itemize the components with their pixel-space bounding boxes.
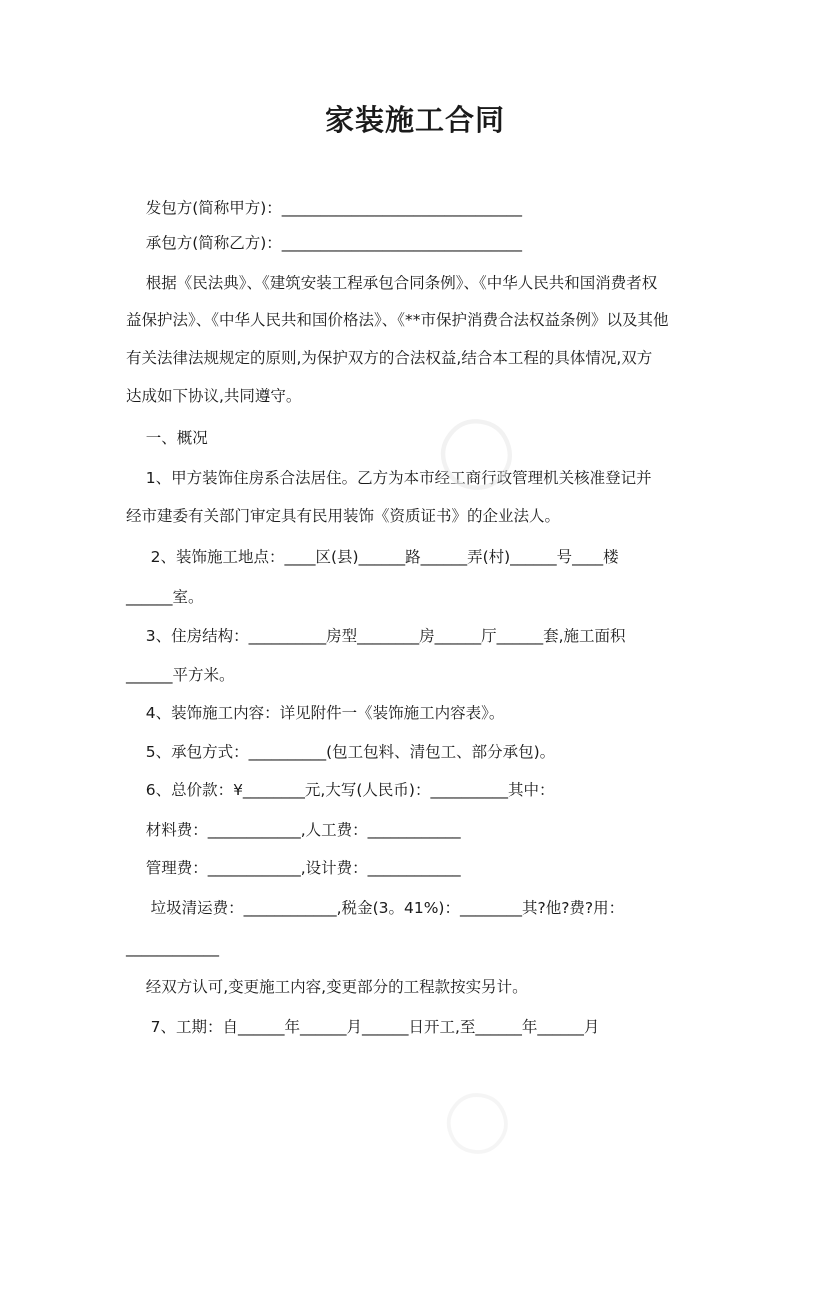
clause-2-line-2: ______室。 [126, 588, 204, 606]
preamble-line-4: 达成如下协议,共同遵守。 [126, 387, 302, 405]
clause-2-line-1: 2、装饰施工地点：____区(县)______路______弄(村)______号____楼 [126, 548, 619, 566]
party-a-line: 发包方(简称甲方)：_______________________________ [126, 199, 523, 217]
clause-6-line: 6、总价款：¥________元,大写(人民币)：__________其中： [126, 781, 555, 799]
preamble-line-1: 根据《民法典》、《建筑安装工程承包合同条例》、《中华人民共和国消费者权 [126, 274, 658, 292]
clause-3-line-1: 3、住房结构：__________房型________房______厅______套,施工面积 [126, 627, 626, 645]
clause-7-line: 7、工期：自______年______月______日开工,至______年______月 [126, 1018, 600, 1036]
management-fee-line: 管理费：____________,设计费：____________ [126, 859, 461, 877]
clause-1-line-2: 经市建委有关部门审定具有民用装饰《资质证书》的企业法人。 [126, 507, 561, 525]
waste-fee-line-1: 垃圾清运费：____________,税金(3。41%)：________其?他?费?用： [126, 899, 625, 917]
document-title: 家装施工合同 [324, 103, 505, 137]
preamble-line-2: 益保护法》、《中华人民共和国价格法》、《**市保护消费合法权益条例》以及其他 [126, 311, 669, 329]
watermark: ◯ [423, 393, 537, 507]
watermark-bottom: ◯ [431, 1071, 529, 1169]
material-fee-line: 材料费：____________,人工费：____________ [126, 821, 461, 839]
clause-1-line-1: 1、甲方装饰住房系合法居住。乙方为本市经工商行政管理机关核准登记并 [126, 469, 652, 487]
section-heading-overview: 一、概况 [126, 429, 208, 447]
clause-5-line: 5、承包方式：__________(包工包料、清包工、部分承包)。 [126, 743, 556, 761]
clause-4-line: 4、装饰施工内容：详见附件一《装饰施工内容表》。 [126, 704, 505, 722]
clause-3-line-2: ______平方米。 [126, 666, 235, 684]
preamble-line-3: 有关法律法规规定的原则,为保护双方的合法权益,结合本工程的具体情况,双方 [126, 349, 653, 367]
change-note-line: 经双方认可,变更施工内容,变更部分的工程款按实另计。 [126, 978, 528, 996]
waste-fee-line-2: ____________ [126, 939, 219, 957]
party-b-line: 承包方(简称乙方)：_______________________________ [126, 234, 523, 252]
